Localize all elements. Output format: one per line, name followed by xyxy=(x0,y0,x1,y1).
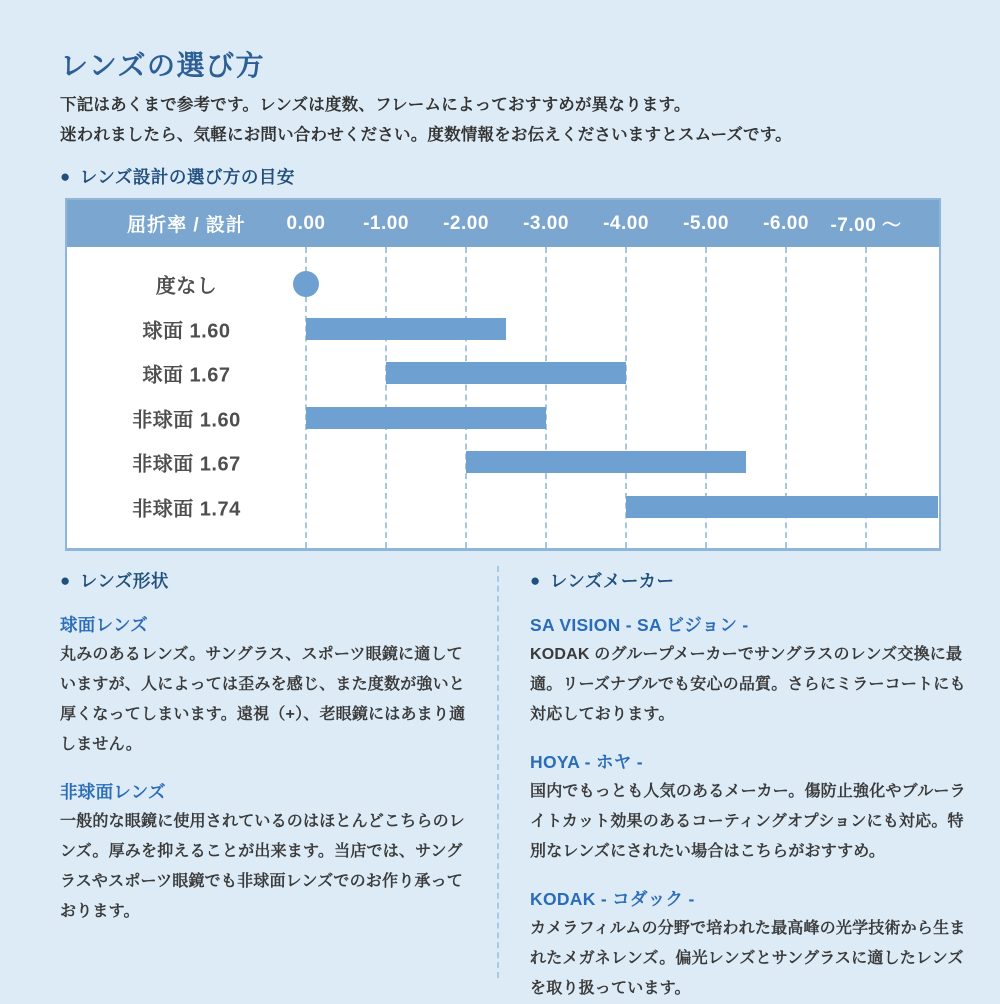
chart-bar xyxy=(306,318,506,340)
maker-kodak-heading: KODAK - コダック - xyxy=(530,889,695,909)
chart-gridline xyxy=(465,247,467,548)
bullet-icon: ● xyxy=(60,167,71,186)
chart-row-label: 非球面 1.60 xyxy=(132,409,241,432)
maker-hoya-body: 国内でもっとも人気のあるメーカー。傷防止強化やブルーライトカット効果のあるコーティングオプションにも対応。特別なレンズにされたい場合はこちらがおすすめ。 xyxy=(530,783,966,860)
chart-bar xyxy=(386,362,626,384)
chart-header-row xyxy=(67,200,939,247)
column-divider xyxy=(497,566,499,978)
chart-tick-label: -7.00 ～ xyxy=(830,215,902,236)
chart-tick-label: -3.00 xyxy=(523,212,569,234)
chart-axis-title: 屈折率 / 設計 xyxy=(127,215,246,236)
lens-shape-column xyxy=(60,568,474,927)
chart-bar xyxy=(306,407,546,429)
lens-shape-heading: レンズ形状 xyxy=(79,571,169,591)
chart-row-label: 度なし xyxy=(155,275,218,298)
chart-section-heading: レンズ設計の選び方の目安 xyxy=(79,167,295,187)
bullet-icon: ● xyxy=(530,571,541,590)
lens-maker-section-header xyxy=(530,568,970,593)
maker-hoya-heading: HOYA - ホヤ - xyxy=(530,752,643,772)
lens-maker-heading: レンズメーカー xyxy=(549,571,675,591)
chart-row-label: 非球面 1.74 xyxy=(132,498,241,521)
maker-savision-body: KODAK のグループメーカーでサングラスのレンズ交換に最適。リーズナブルでも安心の品質。さらにミラーコートにも対応しております。 xyxy=(530,646,966,723)
chart-section-header xyxy=(60,164,295,189)
maker-savision-heading: SA VISION - SA ビジョン - xyxy=(530,615,749,635)
chart-dot xyxy=(293,271,319,297)
chart-gridline xyxy=(545,247,547,548)
lens-maker-column xyxy=(530,568,970,1004)
chart-tick-label: 0.00 xyxy=(286,212,326,234)
maker-kodak-body: カメラフィルムの分野で培われた最高峰の光学技術から生まれたメガネレンズ。偏光レンズとサングラスに適したレンズを取り扱っています。 xyxy=(530,920,966,997)
chart-tick-label: -2.00 xyxy=(443,212,489,234)
chart-gridline xyxy=(385,247,387,548)
chart-tick-label: -4.00 xyxy=(603,212,649,234)
page-title: レンズの選び方 xyxy=(60,50,265,81)
spherical-lens-body: 丸みのあるレンズ。サングラス、スポーツ眼鏡に適していますが、人によっては歪みを感じ、また度数が強いと厚くなってしまいます。遠視（+）、老眼鏡にはあまり適しません。 xyxy=(60,646,466,753)
chart-tick-label: -6.00 xyxy=(763,212,809,234)
intro-text xyxy=(60,90,792,150)
aspherical-lens-body: 一般的な眼鏡に使用されているのはほとんどこちらのレンズ。厚みを抑えることが出来ます。当店では、サングラスやスポーツ眼鏡でも非球面レンズでのお作り承っております。 xyxy=(60,813,466,920)
chart-row-label: 非球面 1.67 xyxy=(132,453,241,476)
spherical-lens-heading: 球面レンズ xyxy=(60,615,149,635)
chart-tick-label: -1.00 xyxy=(363,212,409,234)
bullet-icon: ● xyxy=(60,571,71,590)
intro-line-2: 迷われましたら、気軽にお問い合わせください。度数情報をお伝えくださいますとスムーズです。 xyxy=(60,126,792,144)
intro-line-1: 下記はあくまで参考です。レンズは度数、フレームによっておすすめが異なります。 xyxy=(60,96,691,114)
chart-bar xyxy=(626,496,938,518)
chart-tick-label: -5.00 xyxy=(683,212,729,234)
aspherical-lens-heading: 非球面レンズ xyxy=(60,782,166,802)
lens-design-chart xyxy=(65,198,941,551)
chart-bar xyxy=(466,451,746,473)
lens-shape-section-header xyxy=(60,568,474,593)
chart-row-label: 球面 1.60 xyxy=(142,320,231,343)
chart-row-label: 球面 1.67 xyxy=(142,364,231,387)
